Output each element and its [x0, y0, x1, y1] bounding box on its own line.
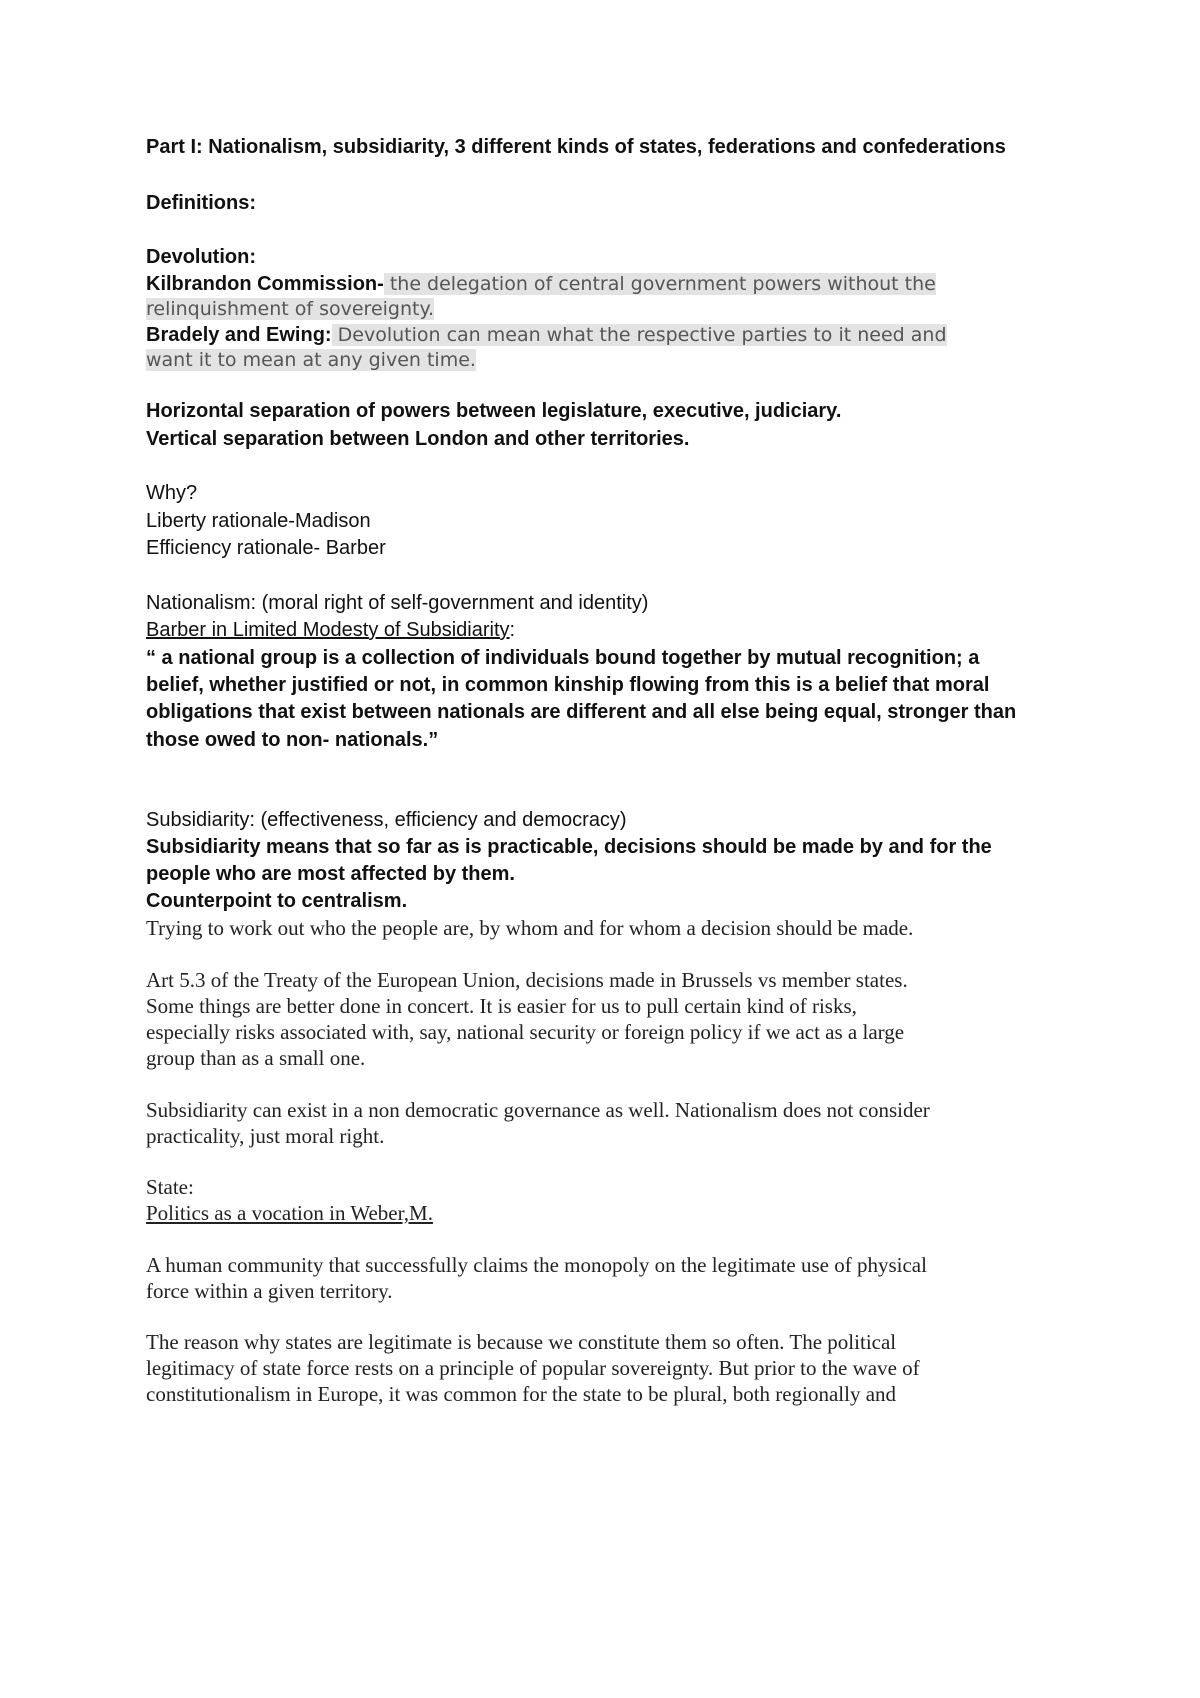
nationalism-heading: Nationalism: (moral right of self-government and identity) [146, 592, 649, 614]
legitimacy-line: constitutionalism in Europe, it was common for the state to be plural, both regionally and [146, 1382, 897, 1406]
art-paragraph-line: group than as a small one. [146, 1046, 366, 1070]
subsidiarity-definition-line: people who are most affected by them. [146, 863, 515, 885]
art-paragraph-line: especially risks associated with, say, national security or foreign policy if we act as a large [146, 1020, 905, 1044]
art-paragraph-line: Some things are better done in concert. It is easier for us to pull certain kind of risks, [146, 994, 857, 1018]
kilbrandon-highlighted-text: the delegation of central government powers without the [383, 273, 936, 295]
legitimacy-line: legitimacy of state force rests on a principle of popular sovereignty. But prior to the wave of [146, 1356, 920, 1380]
bradely-highlighted-text-cont: want it to mean at any given time. [146, 349, 476, 371]
nationalism-quote-line: obligations that exist between nationals are different and all else being equal, stronger than [146, 701, 1017, 723]
counterpoint-text: Counterpoint to centralism. [146, 890, 408, 912]
bradely-definition-line-2 [146, 349, 476, 372]
subsidiarity-heading: Subsidiarity: (effectiveness, efficiency and democracy) [146, 809, 627, 831]
kilbrandon-definition-line-2 [146, 298, 434, 321]
state-heading: State: [146, 1175, 194, 1199]
kilbrandon-label: Kilbrandon Commission- [146, 273, 384, 295]
trying-text: Trying to work out who the people are, by whom and for whom a decision should be made. [146, 916, 914, 940]
legitimacy-line: The reason why states are legitimate is because we constitute them so often. The political [146, 1330, 897, 1354]
state-source: Politics as a vocation in Weber,M. [146, 1201, 433, 1225]
vertical-separation: Vertical separation between London and other territories. [146, 428, 690, 450]
bradely-label: Bradely and Ewing: [146, 324, 332, 346]
nationalism-quote-line: those owed to non- nationals.” [146, 729, 439, 751]
subsidiarity-definition-line: Subsidiarity means that so far as is practicable, decisions should be made by and for the [146, 836, 992, 858]
non-democratic-line: Subsidiarity can exist in a non democratic governance as well. Nationalism does not consider [146, 1098, 930, 1122]
bradely-highlighted-text: Devolution can mean what the respective parties to it need and [331, 324, 947, 346]
non-democratic-line: practicality, just moral right. [146, 1124, 385, 1148]
state-definition-line: force within a given territory. [146, 1279, 393, 1303]
bradely-definition-line-1 [146, 324, 947, 347]
kilbrandon-highlighted-text-cont: relinquishment of sovereignty. [146, 298, 435, 320]
devolution-heading: Devolution: [146, 246, 256, 268]
nationalism-source-colon: : [509, 619, 516, 641]
liberty-rationale: Liberty rationale-Madison [146, 510, 371, 532]
art-paragraph-line: Art 5.3 of the Treaty of the European Union, decisions made in Brussels vs member states. [146, 968, 908, 992]
definitions-heading: Definitions: [146, 192, 256, 214]
nationalism-quote-line: belief, whether justified or not, in common kinship flowing from this is a belief that moral [146, 674, 990, 696]
state-definition-line: A human community that successfully claims the monopoly on the legitimate use of physical [146, 1253, 927, 1277]
document-title: Part I: Nationalism, subsidiarity, 3 different kinds of states, federations and confederations [146, 136, 1006, 158]
nationalism-source [146, 619, 515, 642]
efficiency-rationale: Efficiency rationale- Barber [146, 537, 386, 559]
horizontal-separation: Horizontal separation of powers between legislature, executive, judiciary. [146, 400, 842, 422]
nationalism-quote-line: “ a national group is a collection of individuals bound together by mutual recognition; a [146, 647, 980, 669]
kilbrandon-definition-line-1 [146, 273, 936, 296]
nationalism-source-title: Barber in Limited Modesty of Subsidiarity [146, 619, 510, 641]
why-heading: Why? [146, 482, 198, 504]
